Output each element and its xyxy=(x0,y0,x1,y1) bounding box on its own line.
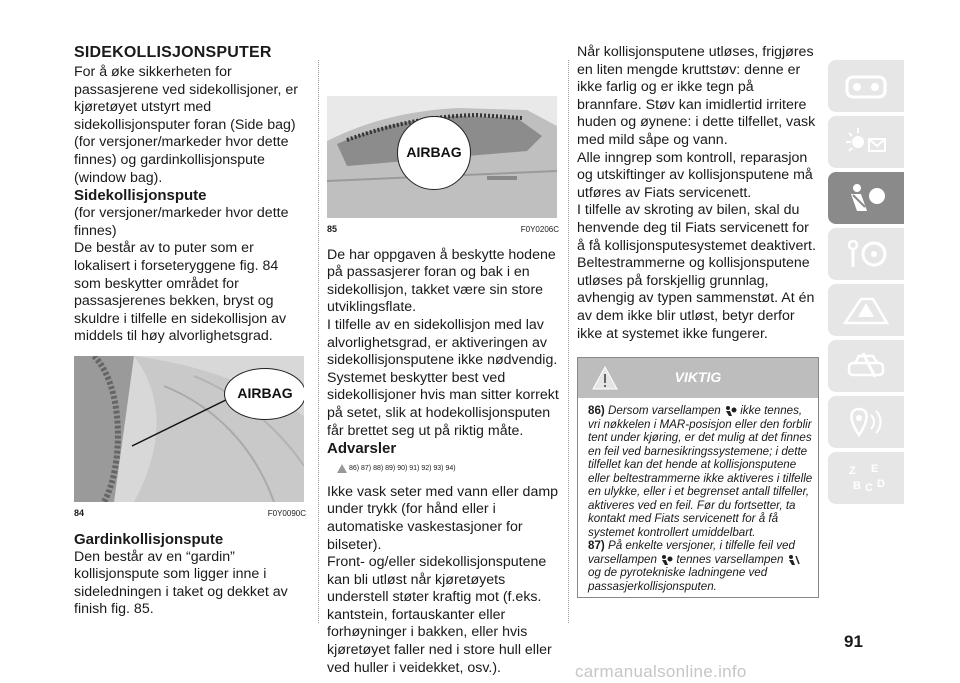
wrench-car-icon xyxy=(843,349,889,383)
airbag-warning-lamp-icon xyxy=(660,554,673,566)
figure-number: 85 xyxy=(327,224,338,234)
warning-triangle-icon xyxy=(592,366,618,390)
middle-column xyxy=(327,44,559,677)
important-title: VIKTIG xyxy=(674,369,722,386)
important-box xyxy=(577,357,819,598)
paragraph: Alle inngrep som kontroll, reparasjon og utskiftinger av kollisjonsputene må utføres av Fiats servicenett. xyxy=(577,149,813,201)
column-divider xyxy=(318,60,319,623)
figure-85-curtain-airbag xyxy=(327,96,557,218)
intro-paragraph: For å øke sikkerheten for passasjerene ved sidekollisjoner, er kjøretøyet utstyrt med sidekollisjonsputer foran (Side bag) (for versjoner/markeder hvor dette finnes) og gardinkollisjonspute (window bag). xyxy=(74,64,298,186)
airbag-callout: AIRBAG xyxy=(397,116,471,190)
svg-text:D: D xyxy=(877,478,885,490)
paragraph: I tilfelle av skroting av bilen, skal du henvende deg til Fiats servicenett for å få kollisjonsputesystemet deaktivert. xyxy=(577,202,816,254)
tab-safety[interactable] xyxy=(828,172,904,224)
left-column xyxy=(74,44,306,619)
curtain-airbag-text: Den består av en “gardin” kollisjonspute som ligger inne i sideledningen i taket og dekket av finish fig. 85. xyxy=(74,548,288,618)
tab-dashboard[interactable] xyxy=(828,60,904,112)
warnings-heading: Advarsler xyxy=(327,440,397,458)
figure-code: F0Y0090C xyxy=(267,508,306,518)
tab-index[interactable] xyxy=(828,452,904,504)
chapter-tabs xyxy=(828,60,904,508)
tab-warning-lights[interactable] xyxy=(828,116,904,168)
airbag-warning-lamp-icon xyxy=(724,405,737,417)
airbag-seat-icon xyxy=(843,181,889,215)
key-steering-icon xyxy=(843,237,889,271)
figure-84-caption xyxy=(74,505,306,523)
side-airbag-note: (for versjoner/markeder hvor dette finnes) xyxy=(74,205,289,239)
page-number: 91 xyxy=(844,632,863,651)
column-divider xyxy=(568,60,569,623)
paragraph: Front- og/eller sidekollisjonsputene kan bli utløst når kjøretøyets understell støter kraftig mot (f.eks. kantstein, fortauskanter eller forhøyninger i bakken, eller hvis kjøretøyet faller ned i store hull eller ved huller i veidekket, osv.). xyxy=(327,554,552,676)
note-87: 87) På enkelte versjoner, i tilfelle feil ved varsellampen tennes varsellampen og de pyrotekniske ladningene ved passasjerkollisjonsputen. xyxy=(588,539,814,593)
paragraph: Beltestrammerne og kollisjonsputene utløses på forskjellig grunnlag, avhengig av typen sammenstøt. At én av dem ikke blir utløst, betyr derfor ikke at systemet ikke fungerer. xyxy=(577,255,815,342)
side-airbag-text: De består av to puter som er lokalisert i forseteryggene fig. 84 som beskytter området for passasjerenes bekken, bryst og skuldre i tilfelle en sidekollisjon av middels til høy alvorlighetsgrad. xyxy=(74,240,287,345)
alphabet-index-icon xyxy=(843,461,889,495)
paragraph: Når kollisjonsputene utløses, frigjøres en liten mengde kruttstøv: denne er ikke farlig og er ikke tegn på brannfare. Støv kan imidlertid irritere huden og øynene: i dette tilfellet, vask med mild såpe og vann. xyxy=(577,44,816,148)
note-number: 87) xyxy=(588,539,605,553)
figure-number: 84 xyxy=(74,507,85,518)
right-column xyxy=(577,44,819,598)
caution-icon xyxy=(337,464,347,473)
figure-code: F0Y0206C xyxy=(520,225,559,234)
warning-lights-icon xyxy=(843,125,889,159)
paragraph: Ikke vask seter med vann eller damp under trykk (for hånd eller i automatiske vaskestasjoner for bilseter). xyxy=(327,483,559,553)
airbag-callout: AIRBAG xyxy=(224,368,304,420)
note-86: 86) Dersom varsellampen ikke tennes, vri nøkkelen i MAR-posisjon eller den forblir tent under kjøring, er det mulig at det finnes en feil ved barnesikringssystemene; i dette tilfellet kan det hende at kollisjonsputene eller beltestrammerne ikke aktiveres i tilfelle en ulykke, eller i et begrenset antall tilfeller, aktiveres ved en feil. Før du fortsetter, ta kontakt med Fiats servicenett for å få systemet kontrollert umiddelbart. xyxy=(588,404,813,539)
svg-text:C: C xyxy=(865,482,873,494)
road-hazard-icon xyxy=(843,293,889,327)
svg-text:E: E xyxy=(871,463,879,475)
media-nav-icon xyxy=(843,405,889,439)
curtain-airbag-heading: Gardinkollisjonspute xyxy=(74,530,224,548)
important-body xyxy=(578,398,818,597)
note-number: 86) xyxy=(588,404,605,418)
tab-emergency[interactable] xyxy=(828,284,904,336)
paragraph: Systemet beskytter best ved sidekollisjoner hvis man sitter korrekt på setet, slik at hodekollisjonsputen får brettet seg ut på riktig måte. xyxy=(327,369,559,439)
svg-text:B: B xyxy=(853,480,861,492)
side-airbag-heading: Sidekollisjonspute xyxy=(74,187,207,205)
tab-maintenance[interactable] xyxy=(828,340,904,392)
svg-text:Z: Z xyxy=(849,465,856,477)
passenger-airbag-lamp-icon xyxy=(787,554,800,566)
paragraph: I tilfelle av en sidekollisjon med lav alvorlighetsgrad, er aktiveringen av sidekollisjonsputene ikke nødvendig. xyxy=(327,316,558,369)
paragraph: De har oppgaven å beskytte hodene på passasjerer foran og bak i en sidekollisjon, takket være sin store utviklingsflate. xyxy=(327,246,556,316)
figure-85-caption xyxy=(327,221,559,239)
footer-watermark: carmanualsonline.info xyxy=(575,662,747,681)
figure-84-seat-airbag xyxy=(74,356,304,502)
car-dashboard-icon xyxy=(843,69,889,103)
section-heading: SIDEKOLLISJONSPUTER xyxy=(74,44,272,61)
warning-references: 86) 87) 88) 89) 90) 91) 92) 93) 94) xyxy=(337,460,559,478)
important-header xyxy=(578,358,818,398)
tab-multimedia[interactable] xyxy=(828,396,904,448)
tab-starting-driving[interactable] xyxy=(828,228,904,280)
